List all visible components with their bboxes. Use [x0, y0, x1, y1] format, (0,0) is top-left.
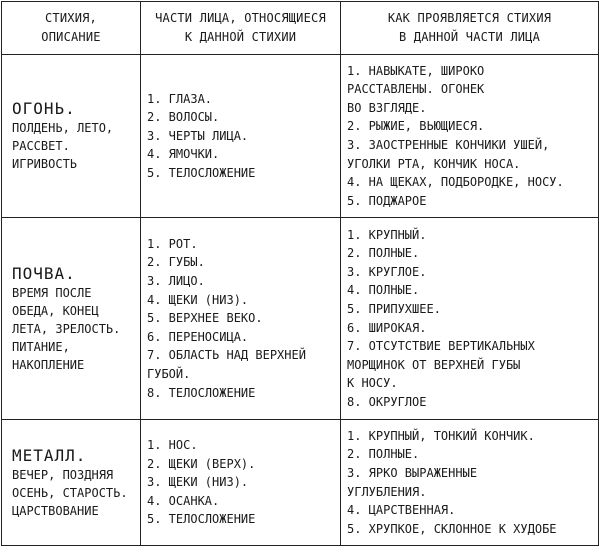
description-line: ВЕЧЕР, ПОЗДНЯЯ — [12, 467, 114, 482]
element-name: МЕТАЛЛ. — [12, 445, 87, 465]
face-parts-cell — [141, 55, 341, 218]
item-line: 6. ШИРОКАЯ. — [347, 320, 427, 335]
manifestation-list — [347, 427, 592, 539]
description-line: ИГРИВОСТЬ — [12, 157, 78, 171]
item-line: 2. ПОЛНЫЕ. — [347, 246, 420, 261]
manifestation-item — [347, 337, 592, 393]
item-line: 4. ЯМОЧКИ. — [147, 147, 220, 162]
item-line: 8. ТЕЛОСЛОЖЕНИЕ — [147, 385, 256, 400]
manifestation-cell — [341, 218, 599, 420]
header-face-parts — [141, 2, 341, 55]
header-line: СТИХИЯ, — [45, 11, 97, 25]
manifestation-item — [347, 393, 592, 412]
item-line: 1. РОТ. — [147, 236, 198, 251]
manifestation-item — [347, 501, 592, 520]
element-description — [12, 119, 136, 173]
item-line: 6. ПЕРЕНОСИЦА. — [147, 329, 249, 344]
face-parts-cell — [141, 420, 341, 546]
manifestation-cell — [341, 420, 599, 546]
item-line: 4. НА ЩЕКАХ, ПОДБОРОДКЕ, НОСУ. — [347, 175, 564, 190]
item-line: 1. ГЛАЗА. — [147, 91, 213, 106]
item-line: 3. ЩЕКИ (НИЗ). — [147, 475, 249, 490]
face-part-item — [147, 272, 334, 291]
item-line: 7. ОБЛАСТЬ НАД ВЕРХНЕЙ — [147, 348, 306, 363]
manifestation-item — [347, 173, 592, 192]
element-description — [12, 284, 136, 374]
item-line: 4. ОСАНКА. — [147, 493, 220, 508]
header-element — [2, 2, 141, 55]
face-part-item — [147, 127, 334, 146]
face-part-item — [147, 145, 334, 164]
header-line: КАК ПРОЯВЛЯЕТСЯ СТИХИЯ — [387, 11, 552, 25]
item-line: 2. ПОЛНЫЕ. — [347, 447, 420, 462]
item-line: 1. НАВЫКАТЕ, ШИРОКО — [347, 63, 485, 78]
description-line: ПИТАНИЕ, — [12, 339, 70, 354]
description-line: ОБЕДА, КОНЕЦ — [12, 303, 99, 318]
item-line: ВО ВЗГЛЯДЕ. — [347, 100, 427, 115]
header-row — [2, 2, 599, 55]
item-line: 4. ПОЛНЫЕ. — [347, 283, 420, 298]
item-line: УГЛУБЛЕНИЯ. — [347, 484, 427, 499]
description-line: ПОЛДЕНЬ, ЛЕТО, — [12, 121, 114, 135]
face-part-item — [147, 436, 334, 455]
manifestation-item — [347, 62, 592, 118]
manifestation-cell — [341, 55, 599, 218]
face-part-item — [147, 235, 334, 254]
manifestation-item — [347, 464, 592, 501]
element-cell — [2, 55, 141, 218]
manifestation-item — [347, 281, 592, 300]
manifestation-item — [347, 136, 592, 173]
item-line: 1. НОС. — [147, 438, 198, 453]
manifestation-item — [347, 300, 592, 319]
item-line: 1. КРУПНЫЙ, ТОНКИЙ КОНЧИК. — [347, 428, 535, 443]
face-part-item — [147, 346, 334, 383]
description-line: ЦАРСТВОВАНИЕ — [12, 503, 99, 518]
item-line: 2. ЩЕКИ (ВЕРХ). — [147, 456, 256, 471]
face-parts-cell — [141, 218, 341, 420]
manifestation-item — [347, 117, 592, 136]
face-part-item — [147, 455, 334, 474]
face-part-item — [147, 164, 334, 183]
manifestation-item — [347, 263, 592, 282]
face-part-item — [147, 253, 334, 272]
face-part-item — [147, 108, 334, 127]
manifestation-list — [347, 62, 592, 211]
item-line: 4. ЦАРСТВЕННАЯ. — [347, 503, 456, 518]
header-line: К ДАННОЙ СТИХИИ — [184, 30, 297, 44]
item-line: 5. ТЕЛОСЛОЖЕНИЕ — [147, 165, 256, 180]
description-line: ВРЕМЯ ПОСЛЕ — [12, 285, 92, 300]
table-row — [2, 420, 599, 546]
element-name: ПОЧВА. — [12, 263, 76, 283]
element-name: ОГОНЬ. — [12, 99, 76, 118]
item-line: 3. ЛИЦО. — [147, 274, 205, 289]
item-line: МОРЩИНОК ОТ ВЕРХНЕЙ ГУБЫ — [347, 357, 521, 372]
manifestation-item — [347, 427, 592, 446]
face-parts-list — [147, 90, 334, 183]
elements-table — [1, 1, 599, 546]
manifestation-list — [347, 226, 592, 412]
manifestation-item — [347, 445, 592, 464]
description-line: ЛЕТА, ЗРЕЛОСТЬ. — [12, 321, 121, 336]
header-line: ЧАСТИ ЛИЦА, ОТНОСЯЩИЕСЯ — [155, 11, 326, 25]
item-line: 7. ОТСУТСТВИЕ ВЕРТИКАЛЬНЫХ — [347, 339, 535, 354]
item-line: ГУБОЙ. — [147, 366, 191, 381]
item-line: 5. ПОДЖАРОЕ — [347, 193, 427, 208]
header-line: ОПИСАНИЕ — [41, 30, 101, 44]
face-part-item — [147, 328, 334, 347]
face-parts-list — [147, 436, 334, 529]
table-row — [2, 218, 599, 420]
description-line: НАКОПЛЕНИЕ — [12, 357, 85, 372]
manifestation-item — [347, 192, 592, 211]
item-line: 8. ОКРУГЛОЕ — [347, 394, 427, 409]
item-line: 5. ПРИПУХШЕЕ. — [347, 301, 441, 316]
header-line: В ДАННОЙ ЧАСТИ ЛИЦА — [398, 30, 541, 44]
item-line: 1. КРУПНЫЙ. — [347, 227, 427, 242]
item-line: 5. ХРУПКОЕ, СКЛОННОЕ К ХУДОБЕ — [347, 521, 557, 536]
item-line: 2. ВОЛОСЫ. — [147, 110, 220, 125]
description-line: РАССВЕТ. — [12, 139, 70, 153]
face-part-item — [147, 384, 334, 403]
item-line: 4. ЩЕКИ (НИЗ). — [147, 292, 249, 307]
face-parts-list — [147, 235, 334, 402]
element-cell — [2, 420, 141, 546]
item-line: К НОСУ. — [347, 376, 398, 391]
item-line: 3. ЯРКО ВЫРАЖЕННЫЕ — [347, 465, 478, 480]
manifestation-item — [347, 226, 592, 245]
item-line: 3. ЗАОСТРЕННЫЕ КОНЧИКИ УШЕЙ, — [347, 138, 550, 152]
description-line: ОСЕНЬ, СТАРОСТЬ. — [12, 485, 128, 500]
face-part-item — [147, 510, 334, 529]
item-line: 3. КРУГЛОЕ. — [347, 264, 427, 279]
item-line: 5. ВЕРХНЕЕ ВЕКО. — [147, 311, 263, 326]
face-part-item — [147, 90, 334, 109]
item-line: 2. ГУБЫ. — [147, 255, 205, 270]
item-line: 5. ТЕЛОСЛОЖЕНИЕ — [147, 512, 256, 527]
face-part-item — [147, 492, 334, 511]
manifestation-item — [347, 319, 592, 338]
face-part-item — [147, 473, 334, 492]
item-line: 2. РЫЖИЕ, ВЬЮЩИЕСЯ. — [347, 119, 485, 134]
element-description — [12, 466, 136, 520]
header-manifestation — [341, 2, 599, 55]
table-row — [2, 55, 599, 218]
element-cell — [2, 218, 141, 420]
face-part-item — [147, 309, 334, 328]
item-line: 3. ЧЕРТЫ ЛИЦА. — [147, 128, 249, 143]
manifestation-item — [347, 520, 592, 539]
item-line: УГОЛКИ РТА, КОНЧИК НОСА. — [347, 156, 521, 171]
face-part-item — [147, 291, 334, 310]
manifestation-item — [347, 244, 592, 263]
item-line: РАССТАВЛЕНЫ. ОГОНЕК — [347, 82, 485, 97]
